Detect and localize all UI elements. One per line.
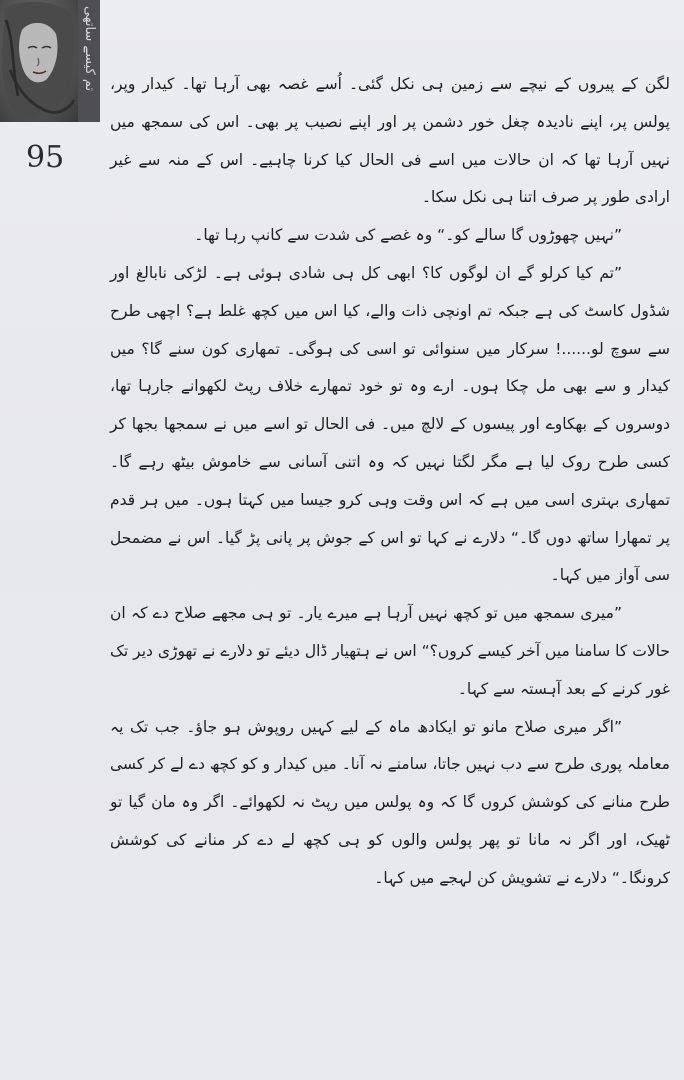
portrait-sketch-icon — [0, 0, 78, 122]
book-title-strip — [78, 0, 100, 122]
paragraph: لگن کے پیروں کے نیچے سے زمین ہی نکل گئی۔ اُسے غصہ بھی آرہا تھا۔ کیدار وپر، پولس پر، اپنے نادیدہ چغل خور دشمن پر اور اپنے نصیب پر بھی۔ اس کی سمجھ میں نہیں آرہا تھا کہ ان حالات میں اسے فی الحال کیا کرنا چاہیے۔ اس کے منہ سے غیر ارادی طور پر صرف اتنا ہی نکل سکا۔ — [110, 75, 670, 207]
page-number: 95 — [26, 140, 65, 175]
paragraph: ”تم کیا کرلو گے ان لوگوں کا؟ ابھی کل ہی شادی ہوئی ہے۔ لڑکی نابالغ اور شڈول کاسٹ کی ہے جبکہ تم اونچی ذات والے، کیا اس میں کچھ غلط ہے؟ اچھی طرح سے سوچ لو......! سرکار میں سنوائی تو اسی کی ہوگی۔ تمھاری کون سنے گا؟ میں کیدار و سے بھی مل چکا ہوں۔ ارے وہ تو خود تمھارے خلاف رپٹ لکھوانے جارہا تھا، دوسروں کے بھکاوے اور پیسوں کے لالچ میں۔ فی الحال تو اسے میں نے سمجھا بجھا کر کسی طرح روک لیا ہے مگر لگتا نہیں کہ وہ اتنی آسانی سے خاموش بیٹھ رہے گا۔ تمھاری بہتری اسی میں ہے کہ اس وقت وہی کرو جیسا میں کہتا ہوں۔ میں ہر قدم پر تمھارا ساتھ دوں گا۔“ دلارے نے کہا تو اس کے جوش پر پانی پڑ گیا۔ اس نے مضمحل سی آواز میں کہا۔ — [110, 263, 670, 585]
paragraph: ”نہیں چھوڑوں گا سالے کو۔“ وہ غصے کی شدت سے کانپ رہا تھا۔ — [194, 226, 622, 245]
book-title: تم کیسے ساتھی — [82, 6, 97, 92]
page-body-text — [110, 66, 670, 898]
paragraph: ”اگر میری صلاح مانو تو ایکادھ ماہ کے لیے کہیں روپوش ہو جاؤ۔ جب تک یہ معاملہ پوری طرح سے دب نہیں جاتا، سامنے نہ آنا۔ میں کیدار و کو کچھ دے لے کر کسی طرح منانے کی کوشش کروں گا کہ وہ پولس میں رپٹ نہ لکھوائے۔ اگر وہ مان گیا تو ٹھیک، اور اگر نہ مانا تو پھر پولس والوں کو ہی کچھ لے دے کر منانے کی کوشش کرونگا۔“ دلارے نے تشویش کن لہجے میں کہا۔ — [110, 717, 670, 887]
portrait-illustration — [0, 0, 78, 122]
paragraph: ”میری سمجھ میں تو کچھ نہیں آرہا ہے میرے یار۔ تو ہی مجھے صلاح دے کہ ان حالات کا سامنا میں آخر کیسے کروں؟“ اس نے ہتھیار ڈال دیئے تو دلارے نے تھوڑی دیر تک غور کرنے کے بعد آہستہ سے کہا۔ — [110, 604, 670, 698]
